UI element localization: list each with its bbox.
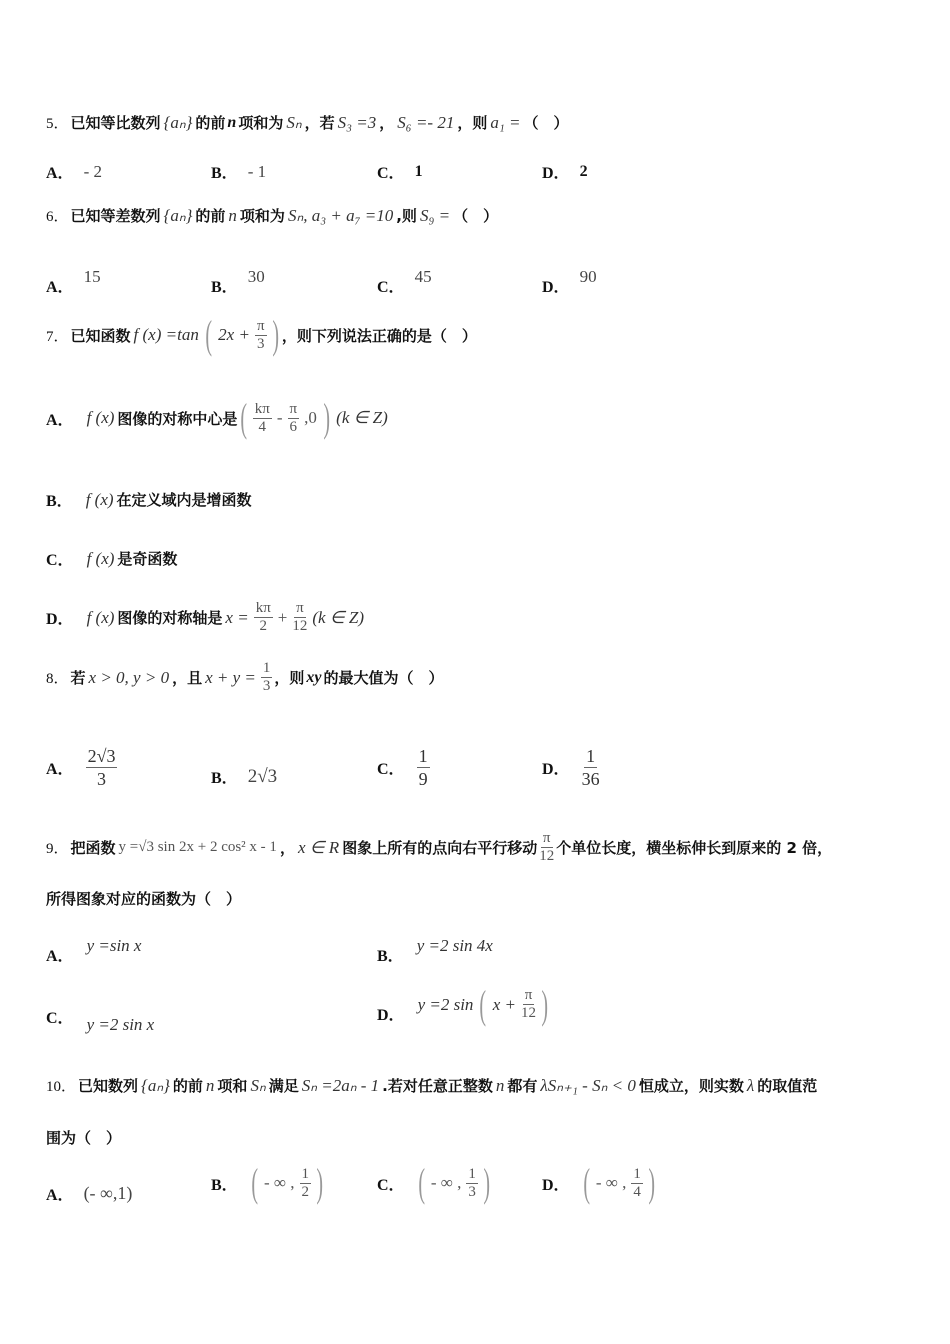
math: + [277,607,288,627]
math: - ∞ , [264,1173,295,1192]
math: (k ∈ Z) [336,408,388,427]
math: ,0 [304,408,317,427]
math: {aₙ} [163,112,193,132]
option-label: C． [46,1010,74,1027]
denominator: 4 [633,1183,641,1200]
option-a [46,925,144,966]
fraction [288,401,300,436]
fraction [466,1166,478,1201]
option-label: B． [211,165,238,182]
option-value: 90 [579,266,597,286]
math: - [276,408,283,427]
option-value: y =2 sin 4x [416,935,493,955]
option-a [46,256,101,297]
text: 项和为 [238,114,284,132]
option-label: C． [377,279,405,296]
numerator: kπ [255,600,271,616]
option-value: - 1 [247,161,267,181]
numerator: 1 [262,660,271,676]
math: 2x + [218,325,250,344]
math: x > 0, y > 0 [88,667,170,687]
option-c [377,745,432,790]
option-value: 2 [579,162,588,180]
option-d [46,600,367,635]
question-5 [46,112,569,133]
option-label: B． [211,770,238,787]
denominator: 3 [468,1183,476,1200]
math: Sₙ [250,1075,266,1095]
math: S₆ =- 21 [397,112,455,132]
option-b [211,765,277,788]
option-c [377,160,423,183]
option-label: A． [46,279,74,296]
text: （ ） [523,114,569,132]
option-label: C． [46,552,74,569]
text: 都有 [507,1077,538,1095]
text: ，若 [304,114,335,132]
paren-left: ( [417,1160,425,1205]
question-number: 8． [46,671,69,687]
denominator: 3 [256,335,265,352]
paren-right: ) [271,312,279,357]
option-label: D． [542,1176,570,1194]
paren-right: ) [541,981,549,1027]
question-9-line-2 [46,888,241,909]
text: 把函数 [70,839,116,857]
option-value: 15 [83,266,101,286]
option-label: B． [46,493,73,510]
option-value: (- ∞,1) [83,1183,133,1203]
text: .若对任意正整数 [382,1077,493,1095]
text: 已知等比数列 [70,114,161,132]
question-6 [46,205,498,226]
option-b [377,925,496,966]
text: 所得图象对应的函数为（ ） [46,890,242,908]
text: 在定义域内是增函数 [116,491,252,509]
option-label: D． [542,279,570,296]
math: a₁ = [490,112,521,132]
option-value: y =2 sin [417,994,474,1014]
text: 已知数列 [78,1077,139,1095]
option-label: A． [46,948,74,965]
option-a [46,1182,132,1205]
option-d [542,1160,658,1205]
fraction [521,987,536,1022]
math: (k ∈ Z) [312,607,365,627]
option-value: 30 [247,266,265,286]
text: 满足 [268,1077,299,1095]
text: 项和 [217,1077,248,1095]
fraction [254,600,273,635]
option-b [211,160,266,183]
fraction [253,401,272,436]
option-d [377,981,551,1027]
math: λSₙ₊₁ - Sₙ < 0 [540,1075,636,1095]
paren-left: ( [582,1160,590,1205]
option-value: 45 [414,266,432,286]
option-b [211,256,265,297]
option-label: D． [377,1007,405,1024]
denominator: 4 [258,418,267,435]
question-7 [46,312,477,357]
fraction [539,830,554,865]
paren-left: ( [251,1160,258,1205]
text: 图象上所有的点向右平行移动 [342,839,538,857]
numerator: 1 [586,746,596,766]
numerator: π [289,400,298,417]
math: S₃ =3 [337,112,377,132]
math: f (x) [86,607,115,627]
text: ，且 [172,669,203,687]
denominator: 3 [262,678,271,694]
text: 个单位长度，横坐标伸长到原来的 2 倍， [556,839,833,857]
option-label: B． [211,1176,238,1194]
text: 若 [70,669,86,687]
numerator: 2√3 [87,746,116,766]
numerator: π [524,987,533,1003]
option-value: 1 [414,162,423,180]
text: ，则下列说法正确的是（ ） [281,326,477,345]
paren-left: ( [240,395,248,440]
option-b [46,488,252,511]
math: xy [306,668,322,686]
option-label: D． [46,611,74,628]
fraction [582,745,600,790]
text: 已知函数 [70,326,131,345]
numerator: 1 [468,1165,476,1182]
text: ， [279,839,295,857]
math: - ∞ , [430,1173,462,1192]
numerator: 1 [301,1165,310,1182]
question-8 [46,660,444,695]
math: x + [492,994,517,1014]
numerator: 1 [633,1165,641,1182]
math: f (x) =tan [133,325,199,344]
paren-right: ) [648,1160,655,1205]
text: 是奇函数 [117,550,178,568]
math: n [205,1075,215,1095]
denominator: 2 [259,618,267,634]
denominator: 2 [301,1183,310,1200]
math: f (x) [86,408,115,427]
math: x = [225,607,249,627]
option-value: - 2 [83,161,102,181]
denominator: 3 [97,769,106,789]
denominator: 36 [581,769,600,789]
question-10 [46,1075,817,1096]
fraction [261,660,273,695]
denominator: 12 [292,618,308,634]
question-number: 5． [46,116,69,132]
math: n [227,113,237,131]
text: ， [379,114,395,132]
text: 恒成立，则实数 [638,1077,744,1095]
numerator: π [542,830,551,846]
question-9 [46,830,832,865]
text: 图像的对称轴是 [117,609,223,627]
math: {aₙ} [163,205,193,225]
math: - ∞ , [595,1173,627,1192]
option-label: D． [542,761,570,778]
text: 项和为 [239,207,285,225]
math: λ [746,1075,755,1095]
math: n [495,1075,505,1095]
option-d [542,745,602,790]
option-d [542,160,588,183]
question-number: 7． [46,328,69,345]
option-label: C． [377,165,405,182]
option-value: y =sin x [86,935,142,955]
option-a [46,395,391,440]
fraction [417,745,430,790]
math: x + y = [205,667,256,687]
text: ,则 [396,207,417,225]
numerator: 1 [418,746,428,766]
option-value: y =2 sin x [86,1014,155,1034]
option-label: A． [46,165,74,182]
text: ，则 [457,114,488,132]
question-number: 10． [46,1079,77,1095]
option-a [46,745,119,790]
text: 图像的对称中心是 [117,409,238,428]
text: 的前 [195,207,226,225]
numerator: π [296,600,304,616]
math: x ∈ R [297,837,340,857]
option-label: A． [46,761,74,778]
math: Sₙ =2aₙ - 1 [301,1075,380,1095]
math: {aₙ} [141,1075,170,1095]
text: （ ） [453,207,499,225]
text: 已知等差数列 [70,207,161,225]
option-label: A． [46,411,74,429]
denominator: 6 [289,418,298,435]
numerator: π [256,317,265,334]
math: Sₙ [286,112,302,132]
paren-right: ) [483,1160,490,1205]
fraction [300,1166,312,1201]
paren-right: ) [316,1160,324,1205]
option-c [377,1160,493,1205]
text: 的最大值为（ ） [323,669,444,687]
denominator: 9 [418,769,428,789]
option-label: B． [377,948,404,965]
option-label: C． [377,761,405,778]
option-label: A． [46,1187,74,1204]
math: S₉ = [419,205,451,225]
option-label: B． [211,279,238,296]
fraction [631,1166,643,1201]
paren-left: ( [205,312,212,357]
question-10-line-2 [46,1127,121,1148]
option-c [46,547,177,570]
question-number: 6． [46,209,69,225]
denominator: 12 [521,1005,537,1021]
denominator: 12 [539,848,555,864]
fraction [255,318,267,353]
text: 的前 [195,114,226,132]
option-label: C． [377,1176,405,1194]
option-c [46,1005,157,1036]
text: 的取值范 [757,1077,818,1095]
math: f (x) [85,489,114,509]
question-number: 9． [46,841,69,857]
option-a [46,160,102,183]
paren-right: ) [323,395,330,440]
fraction [292,600,307,635]
text: 围为（ ） [46,1129,122,1147]
option-value: 2√3 [247,765,278,787]
fraction [86,745,118,790]
text: ，则 [274,669,305,687]
math: Sₙ, a₃ + a₇ =10 [287,205,394,225]
option-d [542,256,597,297]
math: f (x) [86,548,115,568]
math: n [228,205,237,225]
option-b [211,1160,326,1205]
paren-left: ( [479,981,487,1027]
text: 的前 [172,1077,203,1095]
math: y =√3 sin 2x + 2 cos² x - 1 [118,839,277,855]
option-c [377,256,432,297]
numerator: kπ [254,400,270,417]
option-label: D． [542,165,570,182]
